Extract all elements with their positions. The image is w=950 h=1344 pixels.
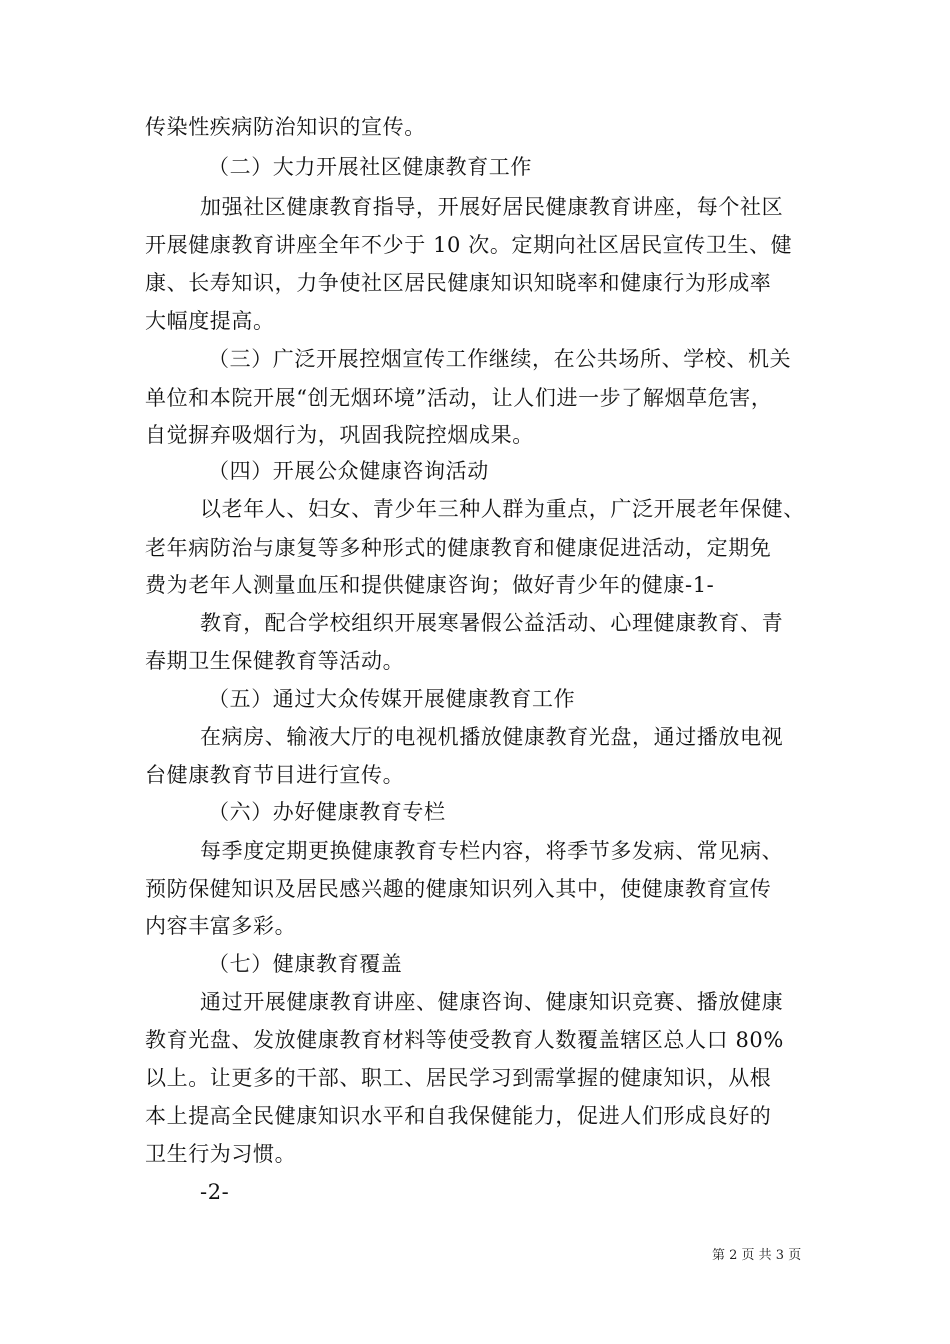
body-text-line: 传染性疾病防治知识的宣传。 (145, 115, 426, 139)
paragraph-line: 康、长寿知识，力争使社区居民健康知识知晓率和健康行为形成率 (145, 271, 772, 295)
paragraph-line: 费为老年人测量血压和提供健康咨询；做好青少年的健康-1- (145, 573, 715, 597)
paragraph-line: 预防保健知识及居民感兴趣的健康知识列入其中，使健康教育宣传 (145, 877, 772, 901)
paragraph-line: 自觉摒弃吸烟行为，巩固我院控烟成果。 (145, 423, 534, 447)
paragraph-line: 卫生行为习惯。 (145, 1142, 297, 1166)
paragraph-line: 教育光盘、发放健康教育材料等使受教育人数覆盖辖区总人口 80% (145, 1028, 784, 1052)
section-heading-5: （五）通过大众传媒开展健康教育工作 (208, 687, 576, 711)
paragraph-line: 单位和本院开展“创无烟环境”活动，让人们进一步了解烟草危害， (145, 386, 773, 410)
section-heading-2: （二）大力开展社区健康教育工作 (208, 155, 532, 179)
paragraph-line: 春期卫生保健教育等活动。 (145, 649, 405, 673)
section-heading-3: （三）广泛开展控烟宣传工作继续，在公共场所、学校、机关 (208, 347, 792, 371)
paragraph-line: 大幅度提高。 (145, 309, 275, 333)
paragraph-line: 每季度定期更换健康教育专栏内容，将季节多发病、常见病、 (200, 839, 784, 863)
section-heading-7: （七）健康教育覆盖 (208, 952, 403, 976)
paragraph-line: 以老年人、妇女、青少年三种人群为重点，广泛开展老年保健、 (200, 497, 805, 521)
paragraph-line: 在病房、输液大厅的电视机播放健康教育光盘，通过播放电视 (200, 725, 784, 749)
paragraph-line: 加强社区健康教育指导，开展好居民健康教育讲座，每个社区 (200, 195, 784, 219)
paragraph-line: 本上提高全民健康知识水平和自我保健能力，促进人们形成良好的 (145, 1104, 772, 1128)
paragraph-line: 内容丰富多彩。 (145, 914, 297, 938)
page-footer: 第 2 页 共 3 页 (712, 1248, 802, 1263)
section-heading-6: （六）办好健康教育专栏 (208, 800, 446, 824)
section-heading-4: （四）开展公众健康咨询活动 (208, 459, 489, 483)
inline-page-number: -2- (200, 1180, 230, 1204)
paragraph-line: 开展健康教育讲座全年不少于 10 次。定期向社区居民宣传卫生、健 (145, 233, 793, 257)
paragraph-line: 老年病防治与康复等多种形式的健康教育和健康促进活动，定期免 (145, 536, 772, 560)
paragraph-line: 以上。让更多的干部、职工、居民学习到需掌握的健康知识，从根 (145, 1066, 772, 1090)
paragraph-line: 通过开展健康教育讲座、健康咨询、健康知识竞赛、播放健康 (200, 990, 784, 1014)
paragraph-line: 教育，配合学校组织开展寒暑假公益活动、心理健康教育、青 (200, 611, 784, 635)
paragraph-line: 台健康教育节目进行宣传。 (145, 763, 405, 787)
